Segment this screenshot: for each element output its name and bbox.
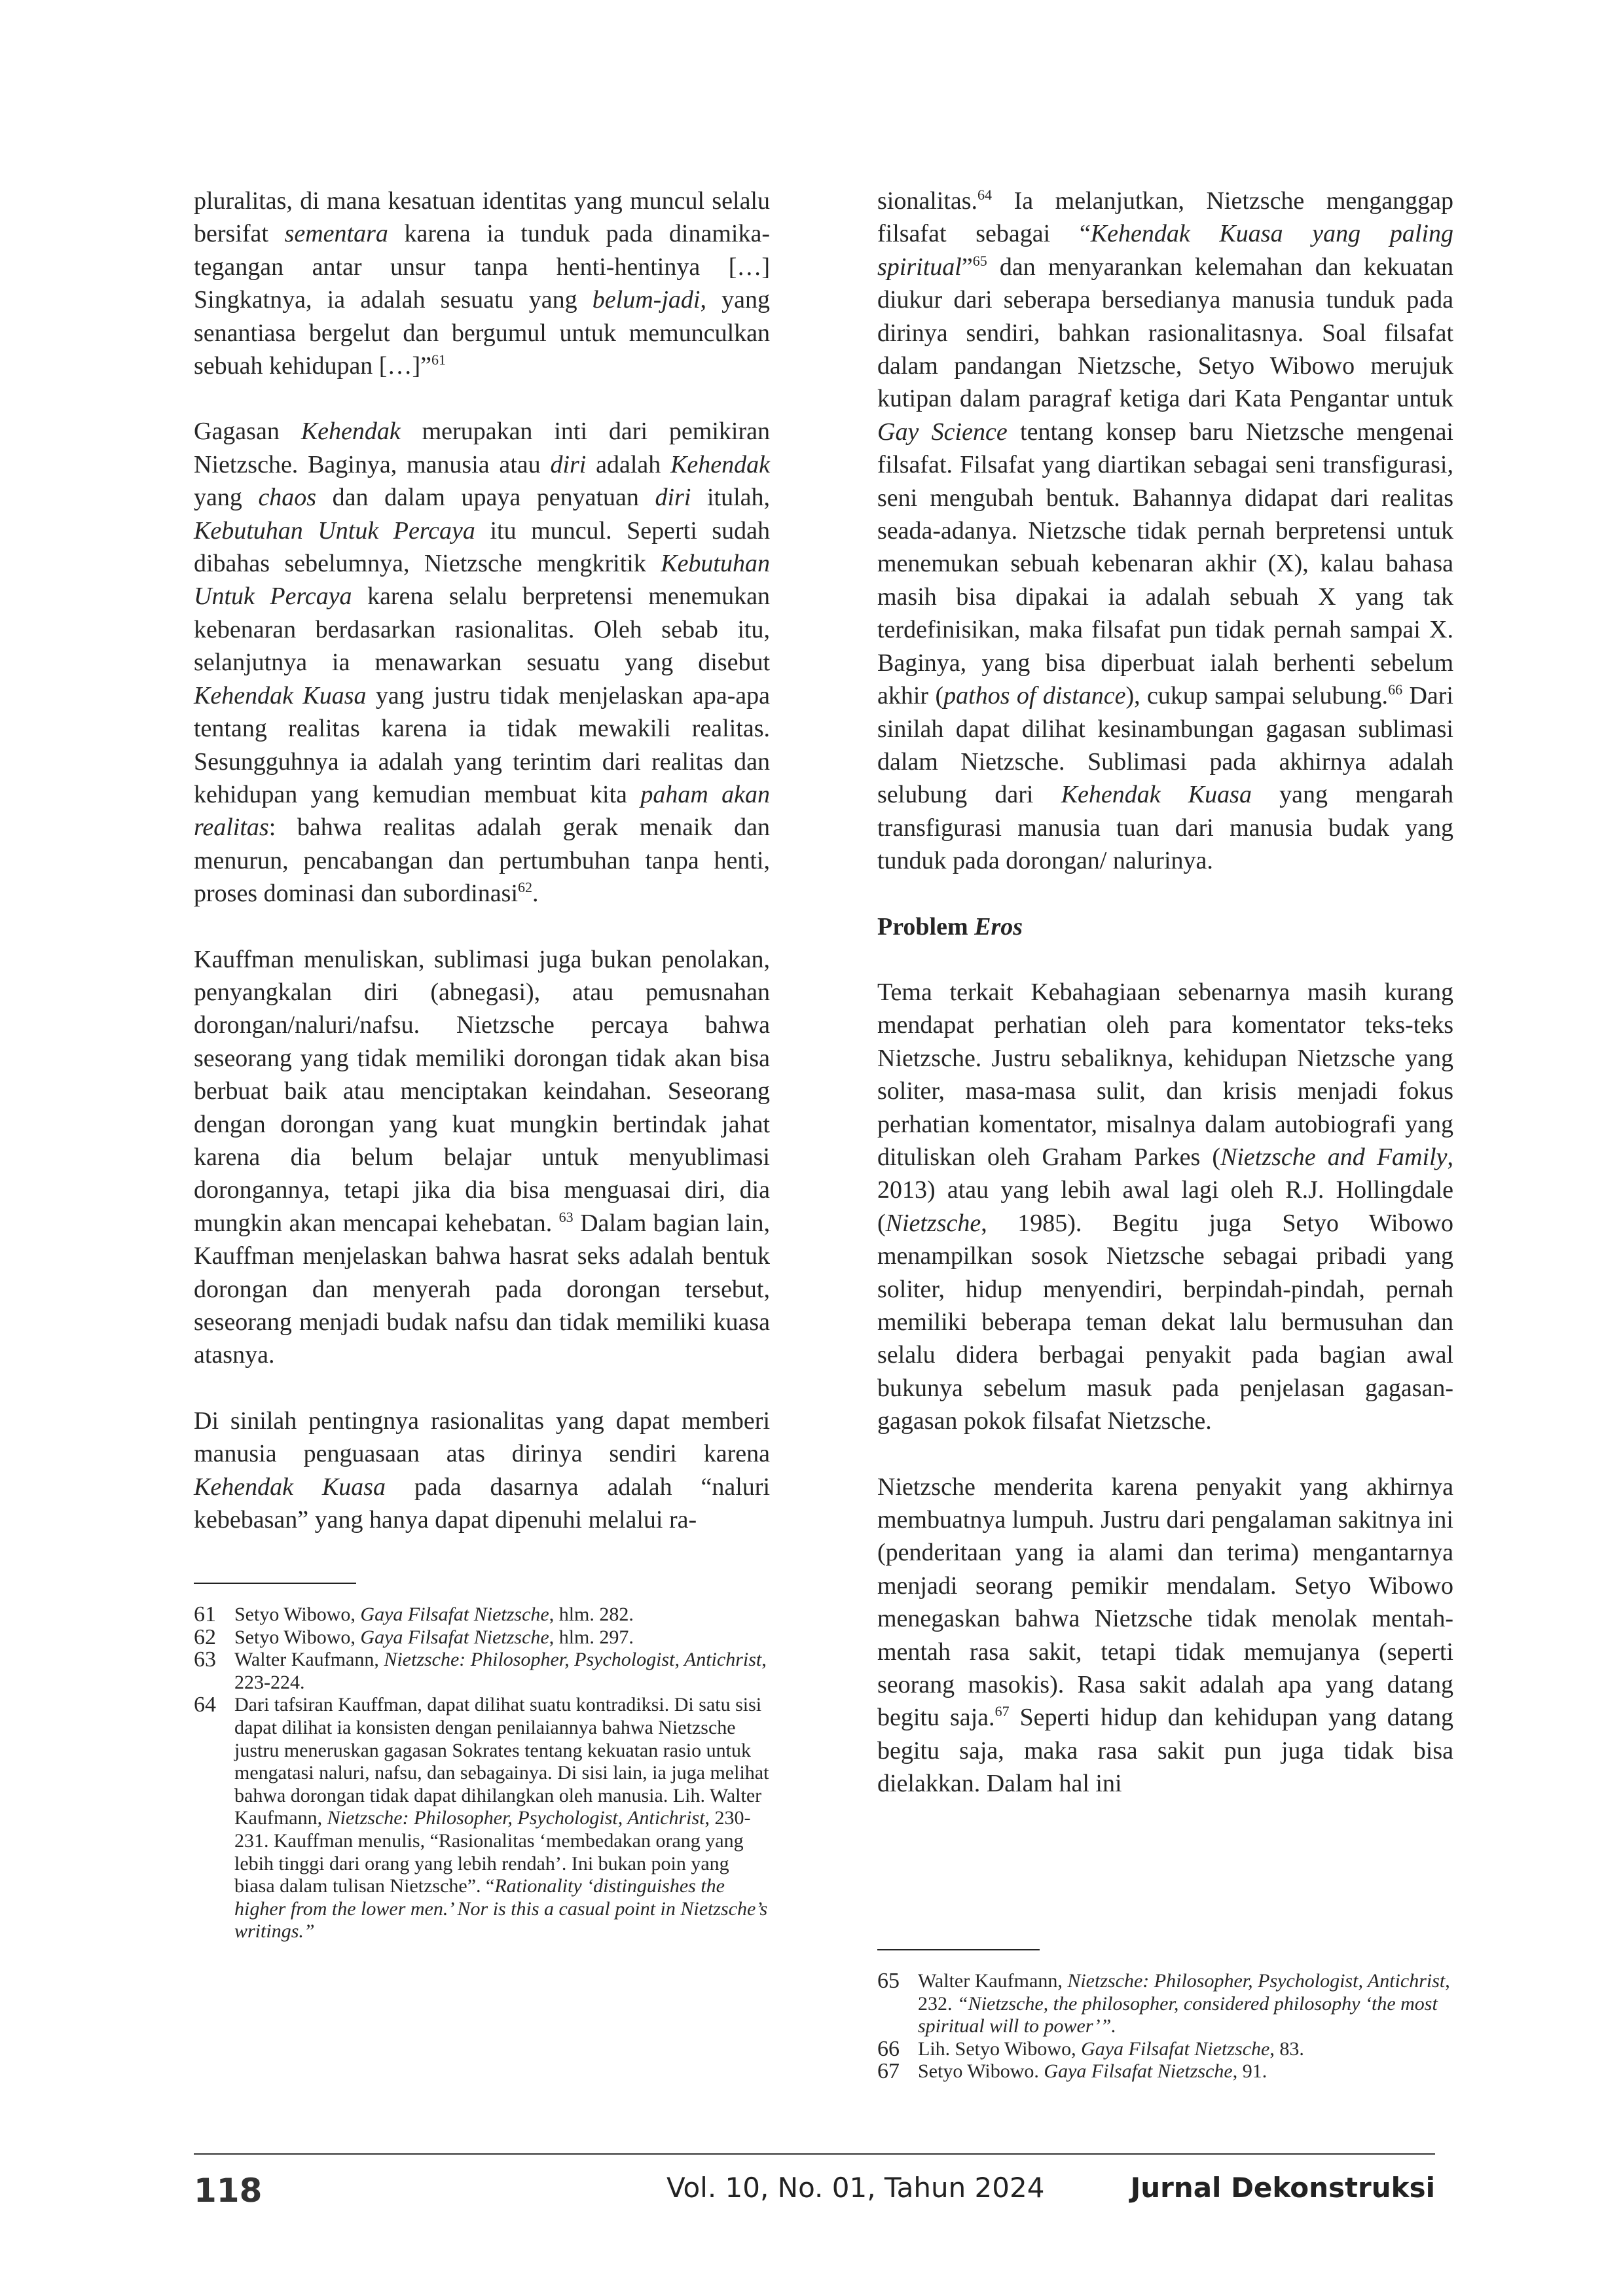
footnote-number: 65 [877, 1969, 900, 1993]
body-paragraph: Gagasan Kehendak merupakan inti dari pemikiran Nietzsche. Baginya, manusia atau diri adalah Kehendak yang chaos dan dalam upaya penyatuan diri itulah, Kebutuhan Untuk Percaya itu muncul. Seperti sudah dibahas sebelumnya, Nietzsche mengkritik Kebutuhan Untuk Percaya karena selalu berpretensi menemukan kebenaran berdasarkan rasionalitas. Oleh sebab itu, selanjutnya ia menawarkan sesuatu yang disebut Kehendak Kuasa yang justru tidak menjelaskan apa-apa tentang realitas karena ia tidak mewakili realitas. Sesungguhnya ia adalah yang terintim dari realitas dan kehidupan yang kemudian membuat kita paham akan realitas: bahwa realitas adalah gerak menaik dan menurun, pencabangan dan pertumbuhan tanpa henti, proses dominasi dan subordinasi$^{62}$. [194, 418, 771, 908]
left-column [194, 185, 770, 1536]
page-number: 118 [194, 2172, 263, 2210]
footnote [877, 2060, 1453, 2083]
body-paragraph: pluralitas, di mana kesatuan identitas yang muncul selalu bersifat sementara karena ia tunduk pada dinamika-tegangan antar unsur tanpa henti-hentinya […] Singkatnya, ia adalah sesuatu yang belum-jadi, yang senantiasa bergelut dan bergumul untuk memunculkan sebuah kehidupan […]”$^{61}$ [194, 187, 771, 380]
body-paragraph: Kauffman menuliskan, sublimasi juga bukan penolakan, penyangkalan diri (abnegasi), atau pemusnahan dorongan/naluri/nafsu. Nietzsche percaya bahwa seseorang yang tidak memiliki dorongan tidak akan bisa berbuat baik atau menciptakan keindahan. Seseorang dengan dorongan yang kuat mungkin bertindak jahat karena dia belum belajar untuk menyublimasi dorongannya, tetapi jika dia bisa menguasai diri, dia mungkin akan mencapai kehebatan. $^{63}$ Dalam bagian lain, Kauffman menjelaskan bahwa hasrat seks adalah bentuk dorongan dan menyerah pada dorongan tersebut, seseorang menjadi budak nafsu dan tidak memiliki kuasa atasnya. [194, 945, 770, 1369]
footnote-number: 64 [194, 1693, 216, 1717]
footnote-number: 61 [194, 1602, 216, 1626]
body-paragraph: sionalitas.$^{64}$ Ia melanjutkan, Nietzsche menganggap filsafat sebagai “Kehendak Kuasa yang paling spiritual”$^{65}$ dan menyarankan kelemahan dan kekuatan diukur dari seberapa bersedianya manusia tunduk pada dirinya sendiri, bahkan rasionalitasnya. Soal filsafat dalam pandangan Nietzsche, Setyo Wibowo merujuk kutipan dalam paragraf ketiga dari Kata Pengantar untuk Gay Science tentang konsep baru Nietzsche mengenai filsafat. Filsafat yang diartikan sebagai seni transfigurasi, seni mengubah bentuk. Bahannya didapat dari realitas seada-adanya. Nietzsche tidak pernah berpretensi untuk menemukan sebuah kebenaran akhir (X), kalau bahasa masih bisa dipakai ia adalah sebuah X yang tak terdefinisikan, maka filsafat pun tidak pernah sampai X. Baginya, yang bisa diperbuat ialah berhenti sebelum akhir (pathos of distance), cukup sampai selubung.$^{66}$ Dari sinilah dapat dilihat kesinambungan gagasan sublimasi dalam Nietzsche. Sublimasi pada akhirnya adalah selubung dari Kehendak Kuasa yang mengarah transfigurasi manusia tuan dari manusia budak yang tunduk pada dorongan/ nalurinya. [877, 187, 1454, 875]
footnote-text: Walter Kaufmann, Nietzsche: Philosopher, Psychologist, Antichrist, 232. “Nietzsche, the philosopher, considered philosophy ‘the most spiritual will to power’”. [918, 1970, 1450, 2037]
body-paragraph: Di sinilah pentingnya rasionalitas yang dapat memberi manusia penguasaan atas dirinya sendiri karena Kehendak Kuasa pada dasarnya adalah “naluri kebebasan” yang hanya dapat dipenuhi melalui ra- [194, 1407, 771, 1534]
footnote-number: 66 [877, 2036, 900, 2061]
footnote-number: 62 [194, 1624, 216, 1649]
footnote-number: 67 [877, 2059, 900, 2084]
footnote [194, 1604, 770, 1626]
footnote-text: Walter Kaufmann, Nietzsche: Philosopher, Psychologist, Antichrist, 223-224. [234, 1649, 767, 1693]
footnote-text: Setyo Wibowo, Gaya Filsafat Nietzsche, hlm. 282. [234, 1604, 634, 1625]
footnotes-left [194, 1604, 770, 1943]
journal-name: Jurnal Dekonstruksi [1130, 2172, 1435, 2204]
footnote-text: Dari tafsiran Kauffman, dapat dilihat suatu kontradiksi. Di satu sisi dapat dilihat ia konsisten dengan penilaiannya bahwa Nietzsche justru meneruskan gagasan Sokrates tentang kekuatan rasio untuk mengatasi naluri, nafsu, dan sebagainya. Di sisi lain, ia juga melihat bahwa dorongan tidak dapat dihilangkan oleh manusia. Lih. Walter Kaufmann, Nietzsche: Philosopher, Psychologist, Antichrist, 230-231. Kauffman menulis, “Rasionalitas ‘membedakan orang yang lebih tinggi dari orang yang lebih rendah’. Ini bukan poin yang biasa dalam tulisan Nietzsche”. “Rationality ‘distinguishes the higher from the lower men.’ Nor is this a casual point in Nietzsche’s writings.” [234, 1694, 769, 1943]
footnotes-right [877, 1970, 1453, 2083]
footnote [877, 2038, 1453, 2061]
footnote-text: Lih. Setyo Wibowo, Gaya Filsafat Nietzsche, 83. [918, 2037, 1304, 2060]
footnote [194, 1649, 770, 1694]
footer-rule [194, 2153, 1435, 2155]
section-heading: Problem Eros [877, 912, 1023, 941]
footnote [194, 1626, 770, 1649]
footnote-number: 63 [194, 1647, 216, 1672]
footnote-text: Setyo Wibowo. Gaya Filsafat Nietzsche, 91. [918, 2060, 1267, 2083]
body-paragraph: Tema terkait Kebahagiaan sebenarnya masih kurang mendapat perhatian oleh para komentator teks-teks Nietzsche. Justru sebaliknya, kehidupan Nietzsche yang soliter, masa-masa sulit, dan krisis menjadi fokus perhatian komentator, misalnya dalam autobiografi yang dituliskan oleh Graham Parkes (Nietzsche and Family, 2013) atau yang lebih awal lagi oleh R.J. Hollingdale (Nietzsche, 1985). Begitu juga Setyo Wibowo menampilkan sosok Nietzsche sebagai pribadi yang soliter, hidup menyendiri, berpindah-pindah, pernah memiliki beberapa teman dekat lalu bermusuhan dan selalu didera berbagai penyakit pada bagian awal bukunya sebelum masuk pada penjelasan gagasan-gagasan pokok filsafat Nietzsche. [877, 978, 1453, 1435]
footnote [877, 1970, 1453, 2038]
right-column [877, 185, 1453, 1801]
footnote-text: Setyo Wibowo, Gaya Filsafat Nietzsche, hlm. 297. [234, 1626, 634, 1648]
footnote-separator [877, 1949, 1040, 1950]
footnote [194, 1694, 770, 1943]
footnote-separator [194, 1583, 356, 1584]
journal-volume: Vol. 10, No. 01, Tahun 2024 [666, 2172, 1045, 2204]
body-paragraph: Nietzsche menderita karena penyakit yang akhirnya membuatnya lumpuh. Justru dari pengalaman sakitnya ini (penderitaan yang ia alami dan terima) mengantarnya menjadi seorang pemikir mendalam. Setyo Wibowo menegaskan bahwa Nietzsche tidak menolak mentah-mentah rasa sakit, tetapi tidak memujanya (seperti seorang masokis). Rasa sakit adalah apa yang datang begitu saja.$^{67}$ Seperti hidup dan kehidupan yang datang begitu saja, maka rasa sakit pun juga tidak bisa dielakkan. Dalam hal ini [877, 1473, 1454, 1798]
